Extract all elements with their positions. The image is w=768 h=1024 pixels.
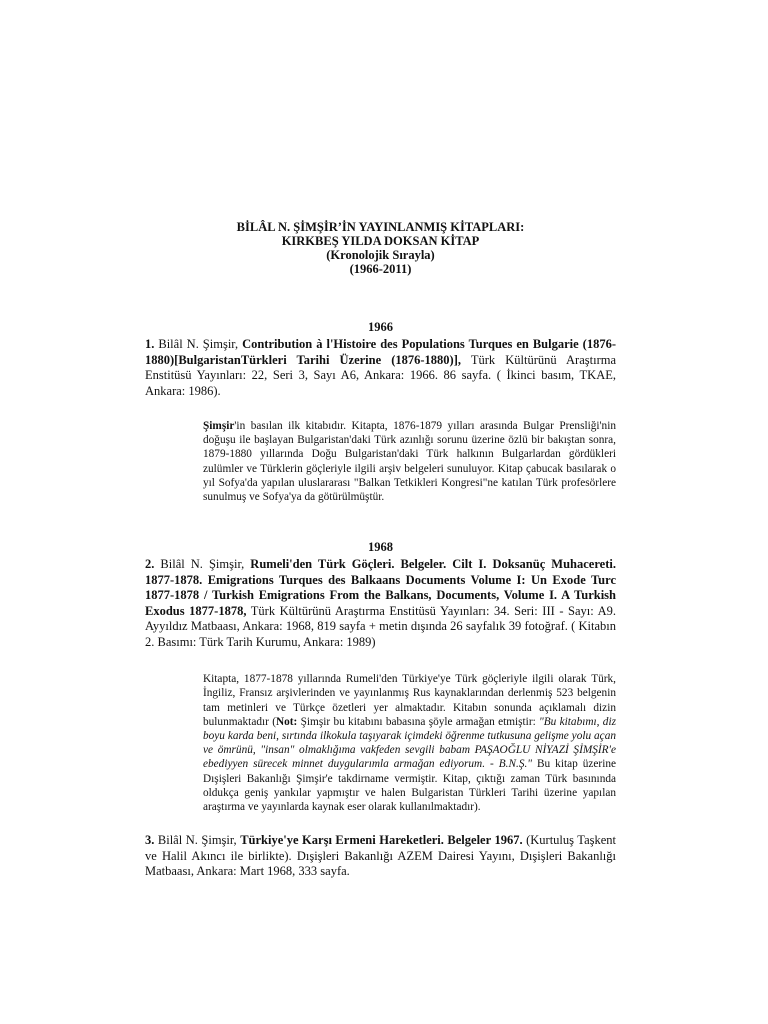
entry-number: 1. <box>145 337 155 351</box>
note-text: Kitapta, 1877-1878 yıllarında Rumeli'den Türkiye'ye Türk göçleriyle ilgili olarak Türk, İngiliz, Fransız arşivlerinden ve yayınlanmış Rus kaynaklarından derlenmiş 523 belgenin tam metinleri ve Türkçe özetleri yer almaktadır. Kitabın sonunda açıklamalı dizin bulunmaktadır ( <box>203 673 616 728</box>
note-lead: Şimşir <box>203 420 235 432</box>
entry-title: Rumeli'den Türk Göçleri. Belgeler. Cilt I. Doksanüç Muhacereti. 1877-1878. Emigrations Turques des Balkaans Documents Volume I: Un Exode Turc 1877-1878 / Turkish Emigrations From the Balkans, Documents, Volume I. A Turkish Exodus 1877-1878, <box>145 557 616 618</box>
note-text: 'in basılan ilk kitabıdır. Kitapta, 1876-1879 yılları arasında Bulgar Prensliği'nin doğuşu ile başlayan Bulgaristan'daki Türk azınlığı sorunu üzerine özlü bir bakıştan sonra, 1879-1880 yıllarında Doğu Bulgaristan'daki Türk halkının Bulgarlardan gördükleri zulümler ve Türklerin göçleriyle ilgili arşiv belgeleri sunuluyor. Kitap çabucak basılarak o yıl Sofya'da yapılan uluslararası "Balkan Tetkikleri Kongresi"ne katılan Türk profesörlere sunulmuş ve Sofya'ya da götürülmüştür. <box>203 420 616 504</box>
header-title-line2: KIRKBEŞ YILDA DOKSAN KİTAP <box>281 234 480 248</box>
book-entry-3 <box>145 833 616 880</box>
entry-number: 3. <box>145 833 155 848</box>
entry-details: (Kurtuluş Taşkent ve Halil Akıncı ile birlikte). Dışişleri Bakanlığı AZEM Dairesi Yayını, Dışişleri Bakanlığı Matbaası, Ankara: Mart 1968, 333 sayfa. <box>145 833 617 879</box>
entry-number: 2. <box>145 557 155 572</box>
header-subtitle: (Kronolojik Sırayla) <box>326 248 435 262</box>
year-heading-1966: 1966 <box>368 320 393 334</box>
note-label: Not: <box>275 715 298 728</box>
entry-author: Bilâl N. Şimşir, <box>154 557 251 572</box>
dedication-quote: "Bu kitabımı, diz boyu karda beni, sırtında ilkokula taşıyarak içimdeki öğrenme tutkusuna gelişme yolu açan ve ömrünü, "insan" olmaklığıma vakfeden sevgili babam PAŞAOĞLU NİYAZİ ŞİMŞİR'e ebediyyen sürecek minnet duygularımla armağan ediyorum. - B.N.Ş." <box>203 715 616 771</box>
entry-author: Bilâl N. Şimşir, <box>154 833 241 848</box>
year-heading-1968: 1968 <box>368 540 393 555</box>
header-date-range: (1966-2011) <box>349 262 412 276</box>
document-header <box>145 220 616 276</box>
entry-note-2 <box>203 672 616 814</box>
book-entry-1 <box>145 337 616 399</box>
book-entry-2 <box>145 557 616 650</box>
entry-title: Türkiye'ye Karşı Ermeni Hareketleri. Belgeler 1967. <box>240 833 523 848</box>
entry-title: Contribution à l'Histoire des Populations Turques en Bulgarie (1876-1880)[BulgaristanTürkleri Tarihi Üzerine (1876-1880)], <box>145 337 616 367</box>
entry-details: Türk Kültürünü Araştırma Enstitüsü Yayınları: 34. Seri: III - Sayı: A9. Ayyıldız Matbaası, Ankara: 1968, 819 sayfa + metin dışında 26 sayfalık 39 fotoğraf. ( Kitabın 2. Basımı: Türk Tarih Kurumu, Ankara: 1989) <box>145 603 616 649</box>
entry-author: Bilâl N. Şimşir, <box>154 337 243 351</box>
header-title-line1: BİLÂL N. ŞİMŞİR’İN YAYINLANMIŞ KİTAPLARI: <box>236 220 525 234</box>
note-text: Şimşir bu kitabını babasına şöyle armağan etmiştir: <box>297 715 540 728</box>
entry-note-1 <box>203 419 616 504</box>
entry-details: Türk Kültürünü Araştırma Enstitüsü Yayınları: 22, Seri 3, Sayı A6, Ankara: 1966. 86 sayfa. ( İkinci basım, TKAE, Ankara: 1986). <box>145 352 616 398</box>
note-text: Bu kitap üzerine Dışişleri Bakanlığı Şimşir'e takdirname vermiştir. Kitap, çıktığı zaman Türk basınında oldukça geniş yankılar yapmıştır ve halen Bulgaristan Türkleri Tarihi üzerine yapılan araştırma ve yayınlarda kaynak eser olarak kullanılmaktadır). <box>203 758 616 814</box>
